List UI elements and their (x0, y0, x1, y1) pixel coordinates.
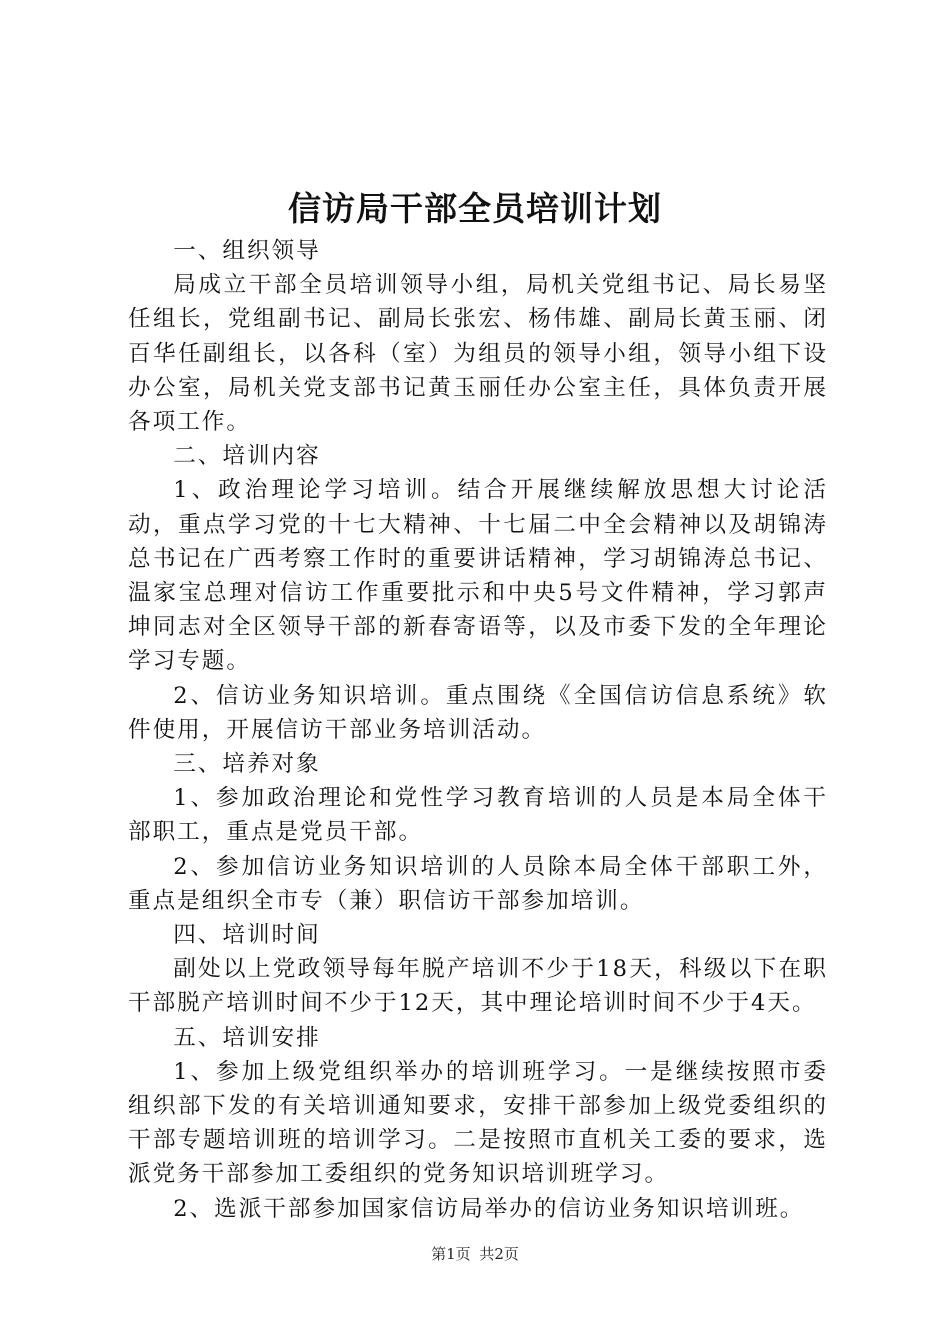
section-heading-content: 二、培训内容 (173, 443, 321, 470)
paragraph: 1、参加政治理论和党性学习教育培训的人员是本局全体干部职工，重点是党员干部。 (128, 785, 828, 846)
paragraph: 2、参加信访业务知识培训的人员除本局全体干部职工外，重点是组织全市专（兼）职信访干部参加培训。 (128, 853, 828, 914)
section-heading-arrangement: 五、培训安排 (173, 1024, 321, 1051)
paragraph: 局成立干部全员培训领导小组，局机关党组书记、局长易坚任组长，党组副书记、副局长张宏、杨伟雄、副局长黄玉丽、闭百华任副组长，以各科（室）为组员的领导小组，领导小组下设办公室，局机关党支部书记黄玉丽任办公室主任，具体负责开展各项工作。 (128, 272, 828, 436)
document-body (128, 234, 828, 1226)
paragraph: 2、选派干部参加国家信访局举办的信访业务知识培训班。 (173, 1195, 805, 1222)
page-footer (0, 1244, 950, 1264)
document-title: 信访局干部全员培训计划 (288, 189, 662, 228)
paragraph: 2、信访业务知识培训。重点围绕《全国信访信息系统》软件使用，开展信访干部业务培训活动。 (128, 682, 828, 743)
page-total: 共2页 (479, 1245, 519, 1263)
paragraph: 1、参加上级党组织举办的培训班学习。一是继续按照市委组织部下发的有关培训通知要求，安排干部参加上级党委组织的干部专题培训班的培训学习。二是按照市直机关工委的要求，选派党务干部参加工委组织的党务知识培训班学习。 (128, 1058, 828, 1188)
page-number: 第1页 (431, 1245, 471, 1263)
section-heading-time: 四、培训时间 (173, 922, 321, 949)
section-heading-targets: 三、培养对象 (173, 751, 321, 778)
paragraph: 副处以上党政领导每年脱产培训不少于18天，科级以下在职干部脱产培训时间不少于12天，其中理论培训时间不少于4天。 (128, 956, 828, 1017)
paragraph: 1、政治理论学习培训。结合开展继续解放思想大讨论活动，重点学习党的十七大精神、十七届二中全会精神以及胡锦涛总书记在广西考察工作时的重要讲话精神，学习胡锦涛总书记、温家宝总理对信访工作重要批示和中央5号文件精神，学习郭声坤同志对全区领导干部的新春寄语等，以及市委下发的全年理论学习专题。 (128, 477, 828, 675)
section-heading-organization: 一、组织领导 (173, 238, 321, 264)
